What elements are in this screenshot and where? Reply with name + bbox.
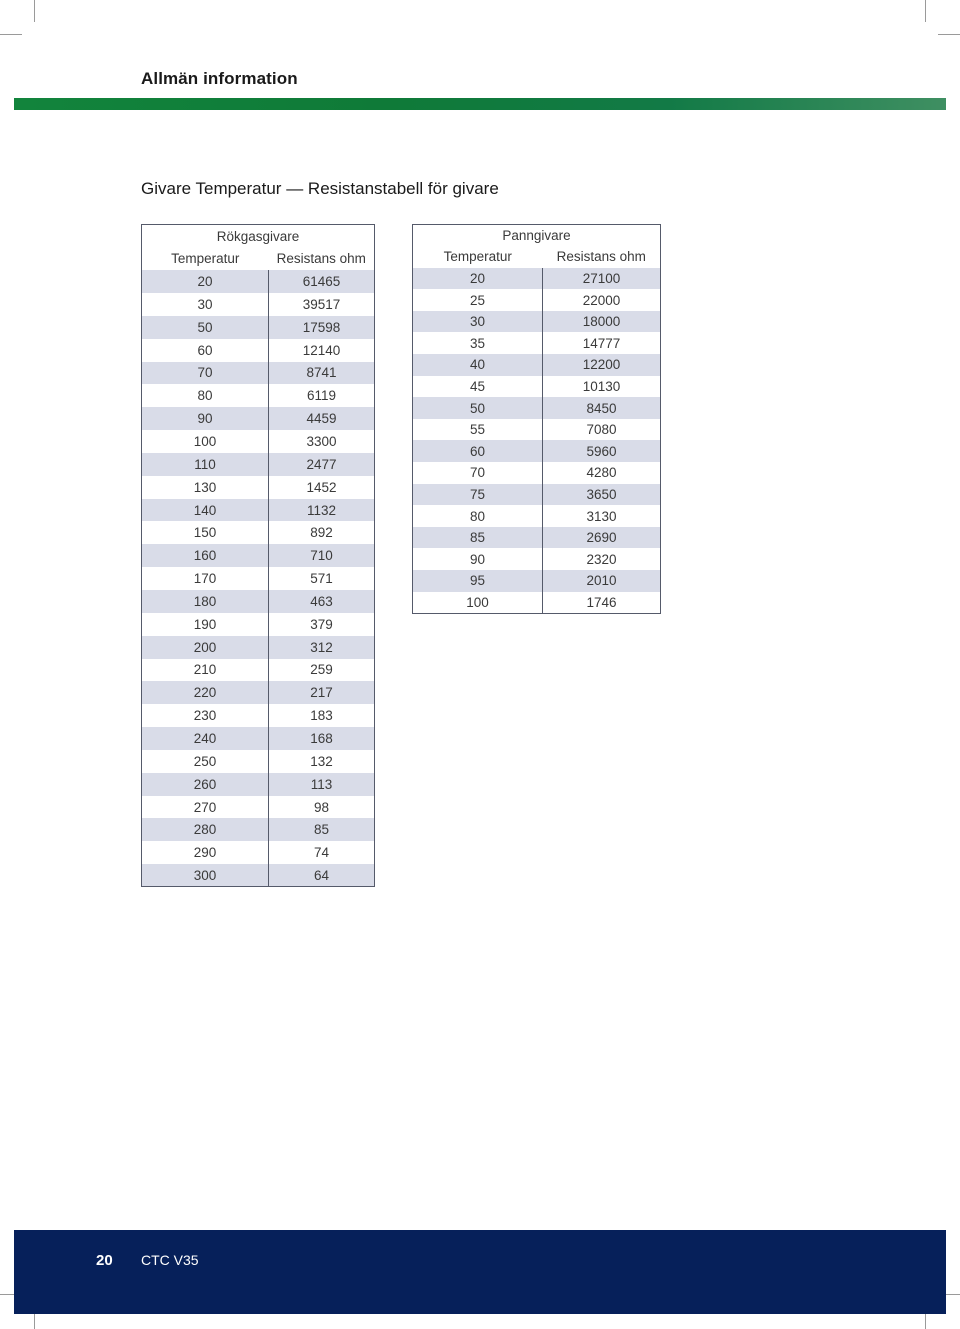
footer-bar [14,1230,946,1314]
temperature-cell: 280 [142,818,269,841]
temperature-cell: 100 [142,430,269,453]
table-row [142,613,375,636]
temperature-cell: 300 [142,864,269,887]
temperature-cell: 70 [413,462,543,484]
table-row [142,499,375,522]
resistance-cell: 113 [269,773,375,796]
temperature-cell: 40 [413,354,543,376]
resistance-cell: 1452 [269,476,375,499]
table-row [142,293,375,316]
table-row [413,289,661,311]
temperature-cell: 55 [413,419,543,441]
temperature-cell: 20 [413,268,543,290]
crop-mark [34,0,35,22]
table-row [142,864,375,887]
table-row [413,570,661,592]
temperature-cell: 250 [142,750,269,773]
page-title: Givare Temperatur — Resistanstabell för givare [141,179,499,198]
resistance-cell: 2010 [543,570,661,592]
table-row [142,407,375,430]
temperature-cell: 220 [142,681,269,704]
table-row [142,567,375,590]
temperature-cell: 50 [413,397,543,419]
temperature-cell: 230 [142,704,269,727]
table-row [413,462,661,484]
resistance-cell: 6119 [269,384,375,407]
resistance-cell: 1132 [269,499,375,522]
table-row [413,354,661,376]
temperature-cell: 25 [413,289,543,311]
resistance-cell: 312 [269,636,375,659]
product-name: CTC V35 [141,1252,199,1268]
temperature-cell: 75 [413,484,543,506]
resistance-cell: 85 [269,818,375,841]
resistance-cell: 463 [269,590,375,613]
resistance-cell: 22000 [543,289,661,311]
table-row [142,773,375,796]
temperature-cell: 210 [142,659,269,682]
resistance-cell: 98 [269,796,375,819]
table-row [413,505,661,527]
temperature-cell: 170 [142,567,269,590]
table-row [142,270,375,293]
temperature-cell: 130 [142,476,269,499]
resistance-cell: 18000 [543,311,661,333]
temperature-cell: 30 [142,293,269,316]
resistance-cell: 61465 [269,270,375,293]
page-number: 20 [96,1252,113,1269]
table-row [142,636,375,659]
temperature-cell: 200 [142,636,269,659]
temperature-cell: 180 [142,590,269,613]
resistance-cell: 27100 [543,268,661,290]
resistance-cell: 8450 [543,397,661,419]
table-row [142,339,375,362]
table-row [142,430,375,453]
table-row [413,484,661,506]
temperature-cell: 100 [413,592,543,614]
resistance-cell: 183 [269,704,375,727]
crop-mark [925,0,926,22]
resistance-cell: 1746 [543,592,661,614]
resistance-cell: 3130 [543,505,661,527]
temperature-cell: 240 [142,727,269,750]
table-row [413,548,661,570]
resistance-cell: 7080 [543,419,661,441]
table-row [142,750,375,773]
table-row [142,727,375,750]
temperature-cell: 70 [142,362,269,385]
table-row [142,544,375,567]
table-row [142,796,375,819]
temperature-cell: 60 [142,339,269,362]
table-row [142,453,375,476]
column-header-resistance: Resistans ohm [543,246,661,268]
column-header-resistance: Resistans ohm [269,247,375,270]
table-row [413,268,661,290]
resistance-cell: 2320 [543,548,661,570]
table-row [142,362,375,385]
temperature-cell: 35 [413,332,543,354]
temperature-cell: 260 [142,773,269,796]
table-row [413,440,661,462]
flue-gas-sensor-table [141,224,375,887]
resistance-cell: 3300 [269,430,375,453]
resistance-cell: 3650 [543,484,661,506]
table-row [142,521,375,544]
resistance-cell: 132 [269,750,375,773]
resistance-cell: 168 [269,727,375,750]
table-row [413,527,661,549]
temperature-cell: 80 [413,505,543,527]
temperature-cell: 290 [142,841,269,864]
resistance-cell: 17598 [269,316,375,339]
temperature-cell: 95 [413,570,543,592]
temperature-cell: 50 [142,316,269,339]
resistance-cell: 710 [269,544,375,567]
table-row [142,384,375,407]
table-caption: Panngivare [413,225,661,247]
table-row [142,476,375,499]
resistance-cell: 8741 [269,362,375,385]
resistance-cell: 379 [269,613,375,636]
table-row [413,332,661,354]
temperature-cell: 150 [142,521,269,544]
temperature-cell: 90 [413,548,543,570]
table-row [413,397,661,419]
resistance-cell: 892 [269,521,375,544]
header-green-bar [14,98,946,110]
temperature-cell: 80 [142,384,269,407]
resistance-cell: 2477 [269,453,375,476]
temperature-cell: 160 [142,544,269,567]
temperature-cell: 60 [413,440,543,462]
temperature-cell: 270 [142,796,269,819]
temperature-cell: 140 [142,499,269,522]
table-row [413,592,661,614]
temperature-cell: 20 [142,270,269,293]
table-row [142,681,375,704]
resistance-cell: 259 [269,659,375,682]
resistance-cell: 39517 [269,293,375,316]
section-header: Allmän information [141,69,298,88]
table-row [142,841,375,864]
crop-mark [938,34,960,35]
resistance-cell: 4280 [543,462,661,484]
resistance-cell: 12200 [543,354,661,376]
table-row [142,316,375,339]
table-row [413,419,661,441]
temperature-cell: 85 [413,527,543,549]
table-row [413,376,661,398]
temperature-cell: 45 [413,376,543,398]
temperature-cell: 190 [142,613,269,636]
boiler-sensor-table [412,224,661,614]
resistance-cell: 10130 [543,376,661,398]
resistance-cell: 74 [269,841,375,864]
resistance-cell: 14777 [543,332,661,354]
resistance-cell: 5960 [543,440,661,462]
resistance-cell: 12140 [269,339,375,362]
column-header-temperature: Temperatur [413,246,543,268]
table-row [142,659,375,682]
table-row [142,818,375,841]
temperature-cell: 110 [142,453,269,476]
table-row [413,311,661,333]
column-header-temperature: Temperatur [142,247,269,270]
table-row [142,590,375,613]
crop-mark [0,34,22,35]
resistance-cell: 64 [269,864,375,887]
table-row [142,704,375,727]
resistance-cell: 571 [269,567,375,590]
resistance-cell: 4459 [269,407,375,430]
resistance-cell: 217 [269,681,375,704]
table-caption: Rökgasgivare [142,225,375,248]
temperature-cell: 30 [413,311,543,333]
temperature-cell: 90 [142,407,269,430]
resistance-cell: 2690 [543,527,661,549]
